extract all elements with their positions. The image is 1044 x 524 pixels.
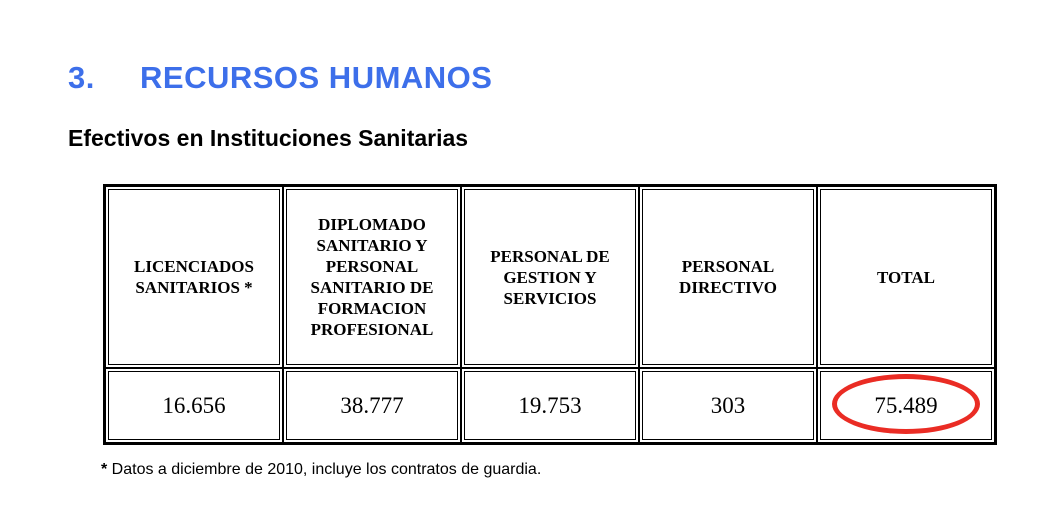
table-row (105, 368, 995, 443)
section-title: RECURSOS HUMANOS (140, 60, 493, 95)
value-licenciados: 16.656 (105, 368, 283, 443)
value-directivo: 303 (639, 368, 817, 443)
value-total-cell (817, 368, 995, 443)
section-heading (68, 60, 492, 96)
footnote-text: Datos a diciembre de 2010, incluye los contratos de guardia. (107, 461, 542, 478)
staff-table (103, 184, 997, 445)
highlight-circle (832, 374, 980, 434)
table-header-row (105, 186, 995, 368)
footnote-marker: * (101, 461, 108, 478)
header-total: TOTAL (817, 186, 995, 368)
table-subtitle: Efectivos en Instituciones Sanitarias (68, 125, 469, 151)
section-number: 3. (68, 60, 95, 95)
value-diplomado: 38.777 (283, 368, 461, 443)
footnote (101, 461, 541, 479)
value-total: 75.489 (874, 392, 938, 418)
header-diplomado: DIPLOMADO SANITARIO Y PERSONAL SANITARIO DE FORMACION PROFESIONAL (283, 186, 461, 368)
header-licenciados: LICENCIADOS SANITARIOS * (105, 186, 283, 368)
value-gestion: 19.753 (461, 368, 639, 443)
header-gestion: PERSONAL DE GESTION Y SERVICIOS (461, 186, 639, 368)
header-directivo: PERSONAL DIRECTIVO (639, 186, 817, 368)
